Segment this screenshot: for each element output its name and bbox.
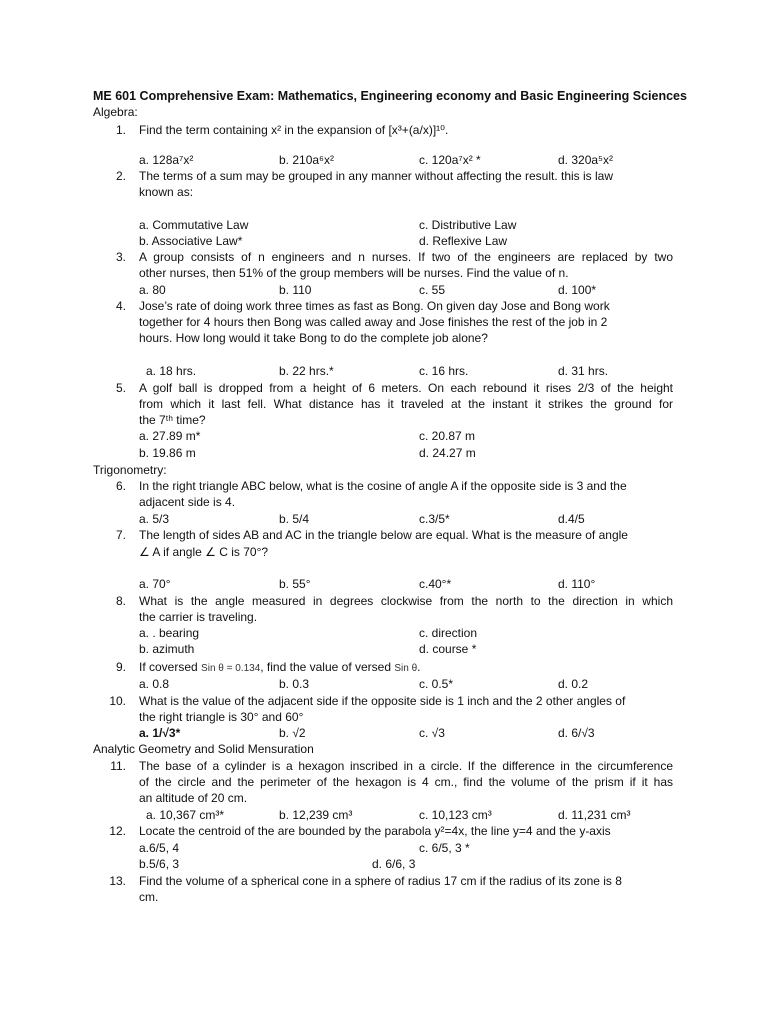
answer-option: c. 10,123 cm³ xyxy=(419,808,492,822)
question-text: Find the volume of a spherical cone in a sphere of radius 17 cm if the radius of its zone is 8 xyxy=(139,874,622,888)
question-text: hours. How long would it take Bong to do the complete job alone? xyxy=(139,331,488,345)
answer-option: a. 5/3 xyxy=(139,512,170,526)
answer-option: a. 10,367 cm³* xyxy=(146,808,225,822)
section-heading-trigonometry: Trigonometry: xyxy=(93,463,167,477)
question-text: ∠ A if angle ∠ C is 70°? xyxy=(139,545,269,559)
question-text: from which it last fell. What distance has it traveled at the instant it strikes the ground for xyxy=(139,397,673,411)
answer-option: d. 6/√3 xyxy=(558,726,595,740)
question-text: Find the term containing x² in the expansion of [x³+(a/x)]¹⁰. xyxy=(139,123,449,137)
answer-option: d. 31 hrs. xyxy=(558,364,609,378)
question-number: 11. xyxy=(110,759,126,773)
answer-option: b.5/6, 3 xyxy=(139,857,180,871)
question-number: 5. xyxy=(115,381,126,395)
question-number: 13. xyxy=(109,874,126,888)
answer-option: b. 19.86 m xyxy=(139,446,196,460)
question-text: A golf ball is dropped from a height of 6 meters. On each rebound it rises 2/3 of the height xyxy=(139,381,673,395)
question-text: What is the angle measured in degrees clockwise from the north to the direction in which xyxy=(139,594,673,608)
question-number: 7. xyxy=(115,528,126,542)
answer-option: c. 55 xyxy=(419,283,446,297)
question-text: known as: xyxy=(139,185,194,199)
question-text: together for 4 hours then Bong was called away and Jose finishes the rest of the job in 2 xyxy=(139,315,608,329)
question-text-part: . xyxy=(417,660,421,674)
question-number: 8. xyxy=(115,594,126,608)
question-number: 1. xyxy=(115,123,126,137)
answer-option: b. 22 hrs.* xyxy=(279,364,334,378)
answer-option: d. 100* xyxy=(558,283,597,297)
answer-option: c.40°* xyxy=(419,577,452,591)
formula-image: Sin θ = 0.134 xyxy=(201,663,261,674)
answer-option: c. 0.5* xyxy=(419,677,454,691)
answer-option: d. 6/6, 3 xyxy=(372,857,416,871)
question-number: 9. xyxy=(115,660,126,674)
answer-option: a. 80 xyxy=(139,283,166,297)
question-number: 3. xyxy=(115,250,126,264)
answer-option: b. 210a⁶x² xyxy=(279,153,334,167)
question-text: the 7ᵗʰ time? xyxy=(139,413,206,427)
answer-option: b. 5/4 xyxy=(279,512,310,526)
answer-option: a. 1/√3* xyxy=(139,726,181,740)
question-text: A group consists of n engineers and n nurses. If two of the engineers are replaced by two xyxy=(139,250,673,264)
question-number: 4. xyxy=(115,299,126,313)
answer-option: a. 0.8 xyxy=(139,677,170,691)
answer-option: c. √3 xyxy=(419,726,445,740)
answer-option: a.6/5, 4 xyxy=(139,841,180,855)
answer-option: c. direction xyxy=(419,626,478,640)
question-text-part: , find the value of versed xyxy=(260,660,392,674)
answer-option: d. 24.27 m xyxy=(419,446,476,460)
question-text: of the circle and the perimeter of the hexagon is 4 cm., find the volume of the prism if it has xyxy=(139,775,673,789)
answer-option: b. 110 xyxy=(279,283,312,297)
question-number: 6. xyxy=(115,479,126,493)
question-text xyxy=(139,659,421,677)
answer-option: d.4/5 xyxy=(558,512,585,526)
answer-option: d. 320a⁵x² xyxy=(558,153,614,167)
question-text: The terms of a sum may be grouped in any manner without affecting the result. this is law xyxy=(139,169,614,183)
answer-option: c.3/5* xyxy=(419,512,450,526)
answer-option: c. 6/5, 3 * xyxy=(419,841,470,855)
answer-option: a. 70° xyxy=(139,577,171,591)
section-heading-algebra: Algebra: xyxy=(93,105,138,119)
answer-option: b. Associative Law* xyxy=(139,234,243,248)
question-text: the carrier is traveling. xyxy=(139,610,258,624)
answer-option: d. 11,231 cm³ xyxy=(558,808,631,822)
question-text: Locate the centroid of the are bounded by the parabola y²=4x, the line y=4 and the y-axis xyxy=(139,824,611,838)
answer-option: b. 55° xyxy=(279,577,311,591)
question-text: an altitude of 20 cm. xyxy=(139,791,248,805)
question-text-part: If coversed xyxy=(139,660,198,674)
question-number: 10. xyxy=(109,694,126,708)
answer-option: d. course * xyxy=(419,642,477,656)
answer-option: a. Commutative Law xyxy=(139,218,249,232)
answer-option: c. Distributive Law xyxy=(419,218,517,232)
answer-option: d. 0.2 xyxy=(558,677,589,691)
question-text: In the right triangle ABC below, what is the cosine of angle A if the opposite side is 3 and the xyxy=(139,479,627,493)
answer-option: d. 110° xyxy=(558,577,596,591)
question-text: other nurses, then 51% of the group members will be nurses. Find the value of n. xyxy=(139,266,569,280)
answer-option: a. . bearing xyxy=(139,626,200,640)
answer-option: b. 0.3 xyxy=(279,677,310,691)
answer-option: a. 18 hrs. xyxy=(146,364,197,378)
answer-option: b. azimuth xyxy=(139,642,195,656)
section-heading-analytic-geometry: Analytic Geometry and Solid Mensuration xyxy=(93,742,314,756)
answer-option: a. 27.89 m* xyxy=(139,429,201,443)
question-text: the right triangle is 30° and 60° xyxy=(139,710,304,724)
answer-option: c. 20.87 m xyxy=(419,429,476,443)
answer-option: b. √2 xyxy=(279,726,306,740)
answer-option: d. Reflexive Law xyxy=(419,234,508,248)
answer-option: b. 12,239 cm³ xyxy=(279,808,353,822)
question-text: cm. xyxy=(139,890,159,904)
question-text: adjacent side is 4. xyxy=(139,495,236,509)
answer-option: c. 120a⁷x² * xyxy=(419,153,481,167)
question-number: 2. xyxy=(115,169,126,183)
answer-option: a. 128a⁷x² xyxy=(139,153,194,167)
exam-title: ME 601 Comprehensive Exam: Mathematics, Engineering economy and Basic Engineering Sciences xyxy=(93,89,687,103)
question-text: Jose’s rate of doing work three times as fast as Bong. On given day Jose and Bong work xyxy=(139,299,610,313)
question-text: The length of sides AB and AC in the triangle below are equal. What is the measure of angle xyxy=(139,528,628,542)
answer-option: c. 16 hrs. xyxy=(419,364,469,378)
question-text: What is the value of the adjacent side if the opposite side is 1 inch and the 2 other angles of xyxy=(139,694,626,708)
question-text: The base of a cylinder is a hexagon inscribed in a circle. If the difference in the circumference xyxy=(139,759,673,773)
formula-image: Sin θ xyxy=(394,663,418,674)
question-number: 12. xyxy=(109,824,126,838)
